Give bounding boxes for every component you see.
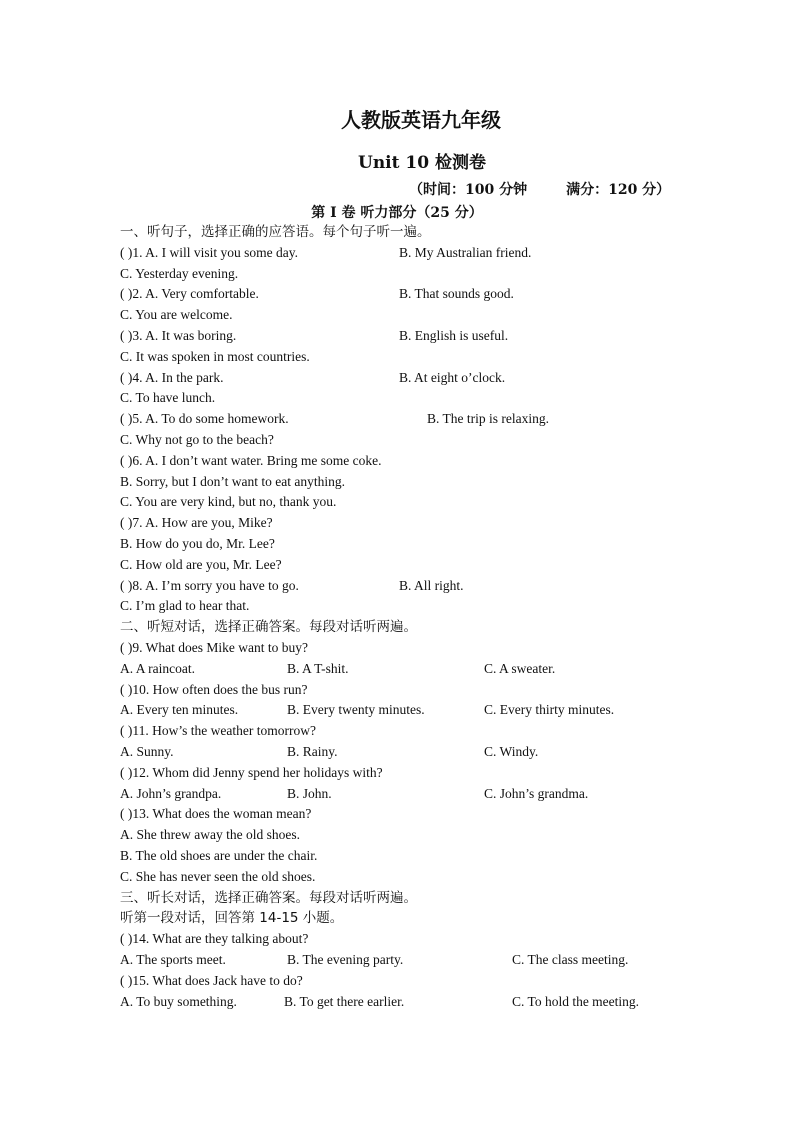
question-text: C. It was spoken in most countries. xyxy=(120,349,310,364)
question-line xyxy=(0,700,794,720)
question-text: A. John’s grandpa. xyxy=(120,786,222,801)
answer-option: B. The evening party. xyxy=(287,952,404,967)
question-text: ( )3. A. It was boring. xyxy=(120,328,237,343)
question-line xyxy=(0,825,794,845)
question-line xyxy=(0,950,794,970)
question-text: C. She has never seen the old shoes. xyxy=(120,869,316,884)
question-text: C. Yesterday evening. xyxy=(120,266,239,281)
question-line xyxy=(0,451,794,471)
question-text: A. To buy something. xyxy=(120,994,237,1009)
question-text: ( )14. What are they talking about? xyxy=(120,931,309,946)
question-text: ( )5. A. To do some homework. xyxy=(120,411,289,426)
answer-option: B. English is useful. xyxy=(399,328,509,343)
question-text: C. Why not go to the beach? xyxy=(120,432,274,447)
question-line xyxy=(0,388,794,408)
question-text: ( )13. What does the woman mean? xyxy=(120,806,312,821)
question-text: ( )8. A. I’m sorry you have to go. xyxy=(120,578,299,593)
question-text: ( )11. How’s the weather tomorrow? xyxy=(120,723,316,738)
question-line xyxy=(0,867,794,887)
answer-option: B. A T-shit. xyxy=(287,661,349,676)
question-line xyxy=(0,971,794,991)
question-text: A. A raincoat. xyxy=(120,661,195,676)
question-text: ( )10. How often does the bus run? xyxy=(120,682,308,697)
answer-option: C. Windy. xyxy=(484,744,539,759)
answer-option: C. Every thirty minutes. xyxy=(484,702,615,717)
question-line xyxy=(0,680,794,700)
question-text: C. You are very kind, but no, thank you. xyxy=(120,494,337,509)
question-text: ( )1. A. I will visit you some day. xyxy=(120,245,298,260)
section-heading: 三、听长对话，选择正确答案。每段对话听两遍。 xyxy=(120,890,417,906)
question-line xyxy=(0,596,794,616)
section-subheading: 听第一段对话，回答第 14-15 小题。 xyxy=(120,910,344,926)
answer-option: C. To hold the meeting. xyxy=(512,994,640,1009)
question-text: ( )7. A. How are you, Mike? xyxy=(120,515,273,530)
question-line xyxy=(0,305,794,325)
question-text: A. The sports meet. xyxy=(120,952,226,967)
question-text: B. The old shoes are under the chair. xyxy=(120,848,318,863)
time-score-info: （时间：100 分钟 满分：120 分） xyxy=(409,182,671,198)
question-text: C. To have lunch. xyxy=(120,390,216,405)
answer-option: B. All right. xyxy=(399,578,464,593)
question-text: C. I’m glad to hear that. xyxy=(120,598,250,613)
question-text: B. Sorry, but I don’t want to eat anything. xyxy=(120,474,345,489)
question-line xyxy=(0,763,794,783)
question-text: ( )15. What does Jack have to do? xyxy=(120,973,303,988)
question-text: C. You are welcome. xyxy=(120,307,233,322)
question-text: A. Sunny. xyxy=(120,744,174,759)
question-text: A. Every ten minutes. xyxy=(120,702,239,717)
question-line xyxy=(0,513,794,533)
question-line xyxy=(0,264,794,284)
question-line xyxy=(0,784,794,804)
question-line xyxy=(0,409,794,429)
question-line xyxy=(0,721,794,741)
question-line xyxy=(0,929,794,949)
question-line xyxy=(0,243,794,263)
question-line xyxy=(0,472,794,492)
question-line xyxy=(0,992,794,1012)
question-text: ( )12. Whom did Jenny spend her holidays with? xyxy=(120,765,383,780)
answer-option: B. That sounds good. xyxy=(399,286,514,301)
answer-option: B. Rainy. xyxy=(287,744,338,759)
question-text: C. How old are you, Mr. Lee? xyxy=(120,557,282,572)
question-line xyxy=(0,284,794,304)
question-line xyxy=(0,576,794,596)
question-line xyxy=(0,534,794,554)
question-line xyxy=(0,347,794,367)
question-line xyxy=(0,638,794,658)
answer-option: B. To get there earlier. xyxy=(284,994,405,1009)
answer-option: C. John’s grandma. xyxy=(484,786,589,801)
question-text: ( )4. A. In the park. xyxy=(120,370,224,385)
question-text: ( )6. A. I don’t want water. Bring me some coke. xyxy=(120,453,382,468)
question-text: ( )2. A. Very comfortable. xyxy=(120,286,259,301)
question-text: B. How do you do, Mr. Lee? xyxy=(120,536,275,551)
question-line xyxy=(0,804,794,824)
answer-option: B. The trip is relaxing. xyxy=(427,411,549,426)
unit-subtitle: Unit 10 检测卷 xyxy=(358,153,486,173)
answer-option: B. Every twenty minutes. xyxy=(287,702,425,717)
answer-option: B. John. xyxy=(287,786,332,801)
answer-option: C. The class meeting. xyxy=(512,952,629,967)
question-line xyxy=(0,368,794,388)
question-line xyxy=(0,846,794,866)
question-line xyxy=(0,326,794,346)
question-line xyxy=(0,659,794,679)
question-line xyxy=(0,492,794,512)
answer-option: C. A sweater. xyxy=(484,661,556,676)
question-line xyxy=(0,555,794,575)
answer-option: B. My Australian friend. xyxy=(399,245,532,260)
section-heading: 一、听句子，选择正确的应答语。每个句子听一遍。 xyxy=(120,224,431,240)
exam-title: 人教版英语九年级 xyxy=(341,108,501,132)
section-heading: 二、听短对话，选择正确答案。每段对话听两遍。 xyxy=(120,619,417,635)
answer-option: B. At eight o’clock. xyxy=(399,370,506,385)
part-title: 第 I 卷 听力部分（25 分） xyxy=(311,205,483,221)
question-line xyxy=(0,742,794,762)
question-text: A. She threw away the old shoes. xyxy=(120,827,300,842)
question-text: ( )9. What does Mike want to buy? xyxy=(120,640,308,655)
question-line xyxy=(0,430,794,450)
